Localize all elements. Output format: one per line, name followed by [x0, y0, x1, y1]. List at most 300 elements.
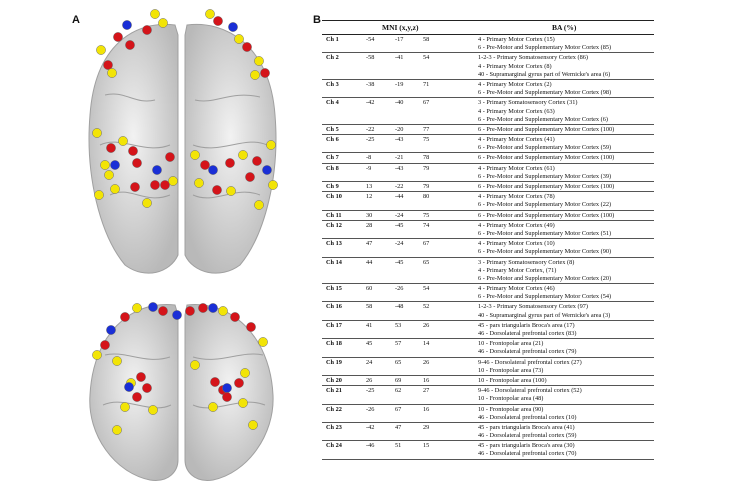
- reference-optode: [110, 160, 119, 169]
- table-row-line: [322, 395, 654, 403]
- detector-optode: [112, 425, 121, 434]
- detector-optode: [205, 9, 214, 18]
- table-row-line: [322, 367, 654, 375]
- table-row-line: [322, 303, 654, 311]
- source-optode: [234, 378, 243, 387]
- table-row-line: [322, 432, 654, 440]
- ba-area: 6 - Pre-Motor and Supplementary Motor Cortex (22): [478, 201, 612, 209]
- mni-x: -25: [366, 387, 375, 395]
- table-row-line: [322, 193, 654, 201]
- mni-y: 51: [395, 442, 402, 450]
- source-optode: [100, 340, 109, 349]
- table-row: [322, 303, 654, 320]
- ba-area: 4 - Primary Motor Cortex (10): [478, 240, 555, 248]
- mni-x: -25: [366, 136, 375, 144]
- ba-area: 6 - Pre-Motor and Supplementary Motor Cortex (6): [478, 115, 608, 123]
- ba-area: 10 - Frontopolar area (90): [478, 405, 544, 413]
- ba-area: 10 - Frontopolar area (100): [478, 376, 547, 384]
- table-row: [322, 126, 654, 135]
- mni-y: -44: [395, 193, 404, 201]
- table-row-line: [322, 201, 654, 209]
- detector-optode: [100, 160, 109, 169]
- table-row-line: [322, 81, 654, 89]
- detector-optode: [194, 178, 203, 187]
- source-optode: [150, 180, 159, 189]
- mni-y: 65: [395, 358, 402, 366]
- table-row-line: [322, 154, 654, 162]
- table-row: [322, 183, 654, 192]
- table-row: [322, 54, 654, 80]
- table-row-line: [322, 89, 654, 97]
- table-row-line: [322, 414, 654, 422]
- channel-label: Ch 9: [326, 183, 339, 190]
- table-row-line: [322, 108, 654, 116]
- ba-area: 6 - Pre-Motor and Supplementary Motor Cortex (100): [478, 125, 615, 133]
- mni-x: -58: [366, 54, 375, 62]
- detector-optode: [148, 405, 157, 414]
- ba-area: 4 - Primary Motor Cortex (78): [478, 193, 555, 201]
- ba-area: 4 - Primary Motor Cortex (61): [478, 164, 555, 172]
- ba-area: 45 - pars triangularis Broca's area (41): [478, 423, 575, 431]
- table-row: [322, 154, 654, 163]
- table-row-line: [322, 377, 654, 385]
- source-optode: [230, 312, 239, 321]
- mni-y: -24: [395, 211, 404, 219]
- table-row: [322, 322, 654, 339]
- table-row-line: [322, 165, 654, 173]
- source-optode: [246, 322, 255, 331]
- channel-label: Ch 6: [326, 136, 339, 144]
- mni-z: 29: [423, 423, 430, 431]
- source-optode: [200, 160, 209, 169]
- table-row: [322, 193, 654, 210]
- mni-y: -24: [395, 240, 404, 248]
- ba-area: 46 - Dorsolateral prefrontal cortex (70): [478, 450, 577, 458]
- mni-x: -38: [366, 80, 375, 88]
- detector-optode: [268, 180, 277, 189]
- mni-x: -42: [366, 99, 375, 107]
- mni-y: 57: [395, 340, 402, 348]
- ba-area: 9-46 - Dorsolateral prefrontal cortex (27): [478, 358, 582, 366]
- table-row-line: [322, 240, 654, 248]
- mni-y: 62: [395, 387, 402, 395]
- mni-x: 44: [366, 258, 373, 266]
- source-optode: [242, 42, 251, 51]
- channel-label: Ch 18: [326, 340, 342, 348]
- ba-area: 6 - Pre-Motor and Supplementary Motor Cortex (20): [478, 274, 612, 282]
- table-row-line: [322, 293, 654, 301]
- table-row-line: [322, 259, 654, 267]
- table-row: [322, 442, 654, 459]
- table-header: [322, 20, 654, 35]
- table-row: [322, 99, 654, 125]
- reference-optode: [208, 303, 217, 312]
- ba-area: 46 - Dorsolateral prefrontal cortex (59): [478, 432, 577, 440]
- source-optode: [106, 143, 115, 152]
- source-optode: [132, 392, 141, 401]
- mni-y: -45: [395, 258, 404, 266]
- table-row-line: [322, 275, 654, 283]
- mni-y: 47: [395, 423, 402, 431]
- mni-y: -20: [395, 125, 404, 133]
- source-optode: [158, 306, 167, 315]
- table-row: [322, 212, 654, 221]
- channel-label: Ch 22: [326, 405, 342, 413]
- channel-label: Ch 15: [326, 285, 342, 293]
- table-row: [322, 259, 654, 285]
- reference-optode: [152, 165, 161, 174]
- channel-label: Ch 17: [326, 321, 342, 329]
- detector-optode: [120, 402, 129, 411]
- mni-x: -42: [366, 423, 375, 431]
- mni-x: -54: [366, 36, 375, 43]
- source-optode: [222, 392, 231, 401]
- source-optode: [142, 383, 151, 392]
- mni-z: 14: [423, 340, 430, 348]
- table-row-line: [322, 322, 654, 330]
- mni-z: 27: [423, 387, 430, 395]
- detector-optode: [112, 356, 121, 365]
- ba-header: BA (%): [552, 23, 577, 32]
- source-optode: [120, 312, 129, 321]
- mni-y: -41: [395, 54, 404, 62]
- table-row: [322, 222, 654, 239]
- channel-table: [322, 20, 654, 460]
- channel-label: Ch 7: [326, 154, 339, 162]
- detector-optode: [94, 190, 103, 199]
- mni-x: 47: [366, 240, 373, 248]
- table-row-line: [322, 63, 654, 71]
- mni-z: 58: [423, 36, 430, 43]
- mni-x: 41: [366, 321, 373, 329]
- detector-optode: [254, 56, 263, 65]
- channel-label: Ch 3: [326, 80, 339, 88]
- ba-area: 40 - Supramarginal gyrus part of Wernicke's area (6): [478, 70, 611, 78]
- ba-area: 4 - Primary Motor Cortex (63): [478, 107, 555, 115]
- table-row-line: [322, 212, 654, 220]
- mni-z: 75: [423, 211, 430, 219]
- table-row: [322, 165, 654, 182]
- mni-z: 67: [423, 99, 430, 107]
- ba-area: 4 - Primary Motor Cortex (41): [478, 136, 555, 144]
- mni-x: -22: [366, 125, 375, 133]
- mni-y: -48: [395, 303, 404, 311]
- mni-x: 30: [366, 211, 373, 219]
- detector-optode: [240, 368, 249, 377]
- source-optode: [260, 68, 269, 77]
- table-row: [322, 285, 654, 302]
- ba-area: 6 - Pre-Motor and Supplementary Motor Cortex (85): [478, 44, 612, 52]
- detector-optode: [234, 34, 243, 43]
- table-row-line: [322, 44, 654, 52]
- mni-z: 52: [423, 303, 430, 311]
- mni-z: 79: [423, 164, 430, 172]
- channel-label: Ch 16: [326, 303, 342, 311]
- table-row-line: [322, 312, 654, 320]
- table-row-line: [322, 359, 654, 367]
- reference-optode: [148, 302, 157, 311]
- channel-label: Ch 23: [326, 423, 342, 431]
- reference-optode: [124, 382, 133, 391]
- table-row-line: [322, 450, 654, 458]
- source-optode: [132, 158, 141, 167]
- ba-area: 4 - Primary Motor Cortex (49): [478, 221, 555, 229]
- ba-area: 40 - Supramarginal gyrus part of Wernicke's area (3): [478, 311, 611, 319]
- channel-label: Ch 14: [326, 258, 342, 266]
- reference-optode: [106, 325, 115, 334]
- mni-y: -26: [395, 285, 404, 293]
- mni-y: -43: [395, 164, 404, 172]
- table-row: [322, 387, 654, 404]
- table-row: [322, 81, 654, 98]
- table-row-line: [322, 126, 654, 134]
- table-row-line: [322, 230, 654, 238]
- ba-area: 10 - Frontopolar area (48): [478, 395, 544, 403]
- channel-label: Ch 5: [326, 125, 339, 133]
- mni-y: -19: [395, 80, 404, 88]
- top-view-brain: [89, 24, 276, 273]
- mni-x: -46: [366, 442, 375, 450]
- ba-area: 46 - Dorsolateral prefrontal cortex (83): [478, 330, 577, 337]
- source-optode: [142, 25, 151, 34]
- channel-label: Ch 24: [326, 442, 342, 450]
- mni-z: 79: [423, 183, 430, 190]
- channel-label: Ch 11: [326, 211, 342, 219]
- detector-optode: [250, 70, 259, 79]
- detector-optode: [266, 140, 275, 149]
- mni-y: 67: [395, 405, 402, 413]
- mni-z: 74: [423, 221, 430, 229]
- mni-x: -9: [366, 164, 372, 172]
- mni-z: 16: [423, 376, 430, 384]
- mni-y: -43: [395, 136, 404, 144]
- mni-z: 26: [423, 358, 430, 366]
- source-optode: [210, 377, 219, 386]
- mni-y: 69: [395, 376, 402, 384]
- table-row-line: [322, 348, 654, 356]
- mni-x: 58: [366, 303, 373, 311]
- detector-optode: [254, 200, 263, 209]
- reference-optode: [122, 20, 131, 29]
- mni-x: 13: [366, 183, 373, 190]
- ba-area: 6 - Pre-Motor and Supplementary Motor Cortex (98): [478, 89, 612, 97]
- ba-area: 1-2-3 - Primary Somatosensory Cortex (86): [478, 54, 589, 62]
- source-optode: [128, 146, 137, 155]
- source-optode: [185, 306, 194, 315]
- ba-area: 3 - Primary Somatosensory Cortex (31): [478, 99, 578, 107]
- mni-z: 15: [423, 442, 430, 450]
- table-row: [322, 359, 654, 376]
- mni-y: -22: [395, 183, 404, 190]
- ba-area: 6 - Pre-Motor and Supplementary Motor Cortex (90): [478, 248, 612, 256]
- ba-area: 10 - Frontopolar area (21): [478, 340, 544, 348]
- ba-area: 6 - Pre-Motor and Supplementary Motor Cortex (51): [478, 229, 612, 237]
- mni-z: 54: [423, 285, 430, 293]
- detector-optode: [118, 136, 127, 145]
- detector-optode: [258, 337, 267, 346]
- table-row-line: [322, 71, 654, 79]
- detector-optode: [107, 68, 116, 77]
- ba-area: 6 - Pre-Motor and Supplementary Motor Cortex (39): [478, 172, 612, 180]
- source-optode: [130, 182, 139, 191]
- source-optode: [125, 40, 134, 49]
- table-row-line: [322, 54, 654, 62]
- channel-label: Ch 10: [326, 193, 342, 201]
- mni-x: 12: [366, 193, 373, 201]
- source-optode: [165, 152, 174, 161]
- table-row-line: [322, 183, 654, 191]
- table-row: [322, 424, 654, 441]
- reference-optode: [262, 165, 271, 174]
- source-optode: [136, 372, 145, 381]
- source-optode: [225, 158, 234, 167]
- ba-area: 1-2-3 - Primary Somatosensory Cortex (97): [478, 303, 589, 311]
- ba-area: 45 - pars triangularis Broca's area (30): [478, 442, 575, 450]
- mni-y: -17: [395, 36, 404, 43]
- ba-area: 4 - Primary Motor Cortex (2): [478, 80, 552, 88]
- mni-x: 26: [366, 376, 373, 384]
- channel-label: Ch 13: [326, 240, 342, 248]
- table-row: [322, 377, 654, 386]
- detector-optode: [104, 170, 113, 179]
- detector-optode: [142, 198, 151, 207]
- channel-label: Ch 4: [326, 99, 339, 107]
- ba-area: 6 - Pre-Motor and Supplementary Motor Cortex (59): [478, 144, 612, 152]
- detector-optode: [132, 303, 141, 312]
- channel-label: Ch 12: [326, 221, 342, 229]
- mni-x: 60: [366, 285, 373, 293]
- ba-area: 6 - Pre-Motor and Supplementary Motor Cortex (100): [478, 211, 615, 219]
- table-row: [322, 240, 654, 257]
- table-row: [322, 340, 654, 357]
- table-body: [322, 36, 654, 460]
- table-row: [322, 406, 654, 423]
- detector-optode: [110, 184, 119, 193]
- detector-optode: [92, 350, 101, 359]
- detector-optode: [150, 9, 159, 18]
- source-optode: [213, 16, 222, 25]
- channel-label: Ch 2: [326, 54, 339, 62]
- table-row-line: [322, 330, 654, 338]
- table-row-line: [322, 136, 654, 144]
- reference-optode: [208, 165, 217, 174]
- source-optode: [245, 172, 254, 181]
- ba-area: 6 - Pre-Motor and Supplementary Motor Cortex (54): [478, 293, 612, 301]
- ba-area: 46 - Dorsolateral prefrontal cortex (79): [478, 348, 577, 356]
- ba-area: 10 - Frontopolar area (73): [478, 366, 544, 374]
- ba-area: 6 - Pre-Motor and Supplementary Motor Cortex (100): [478, 183, 615, 190]
- ba-area: 6 - Pre-Motor and Supplementary Motor Cortex (100): [478, 154, 615, 162]
- ba-area: 4 - Primary Motor Cortex (46): [478, 285, 555, 293]
- reference-optode: [172, 310, 181, 319]
- mni-z: 67: [423, 240, 430, 248]
- mni-x: 28: [366, 221, 373, 229]
- table-row-line: [322, 340, 654, 348]
- detector-optode: [226, 186, 235, 195]
- mni-z: 75: [423, 136, 430, 144]
- mni-x: -26: [366, 405, 375, 413]
- table-row: [322, 136, 654, 153]
- reference-optode: [222, 383, 231, 392]
- detector-optode: [92, 128, 101, 137]
- mni-y: -45: [395, 221, 404, 229]
- ba-area: 9-46 - Dorsolateral prefrontal cortex (52): [478, 387, 582, 395]
- channel-label: Ch 21: [326, 387, 342, 395]
- mni-x: 24: [366, 358, 373, 366]
- ba-area: 45 - pars triangularis Broca's area (17): [478, 321, 575, 329]
- mni-x: 45: [366, 340, 373, 348]
- detector-optode: [96, 45, 105, 54]
- table-row: [322, 36, 654, 53]
- ba-area: 4 - Primary Motor Cortex, (71): [478, 266, 557, 274]
- mni-header: MNI (x,y,z): [382, 23, 419, 32]
- brain-renderings: [75, 5, 295, 485]
- panel-label-b: B: [313, 14, 321, 26]
- table-row-line: [322, 406, 654, 414]
- channel-label: Ch 19: [326, 358, 342, 366]
- mni-y: -40: [395, 99, 404, 107]
- mni-z: 77: [423, 125, 430, 133]
- table-row-line: [322, 248, 654, 256]
- front-view-brain: [90, 305, 273, 481]
- detector-optode: [208, 402, 217, 411]
- ba-area: 46 - Dorsolateral prefrontal cortex (10): [478, 413, 577, 421]
- mni-z: 16: [423, 405, 430, 413]
- table-row-line: [322, 267, 654, 275]
- table-row-line: [322, 442, 654, 450]
- source-optode: [212, 185, 221, 194]
- table-row-line: [322, 173, 654, 181]
- table-row-line: [322, 424, 654, 432]
- channel-label: Ch 20: [326, 376, 342, 384]
- table-row-line: [322, 285, 654, 293]
- ba-area: 3 - Primary Somatosensory Cortex (8): [478, 258, 575, 266]
- source-optode: [113, 32, 122, 41]
- mni-z: 65: [423, 258, 430, 266]
- table-row-line: [322, 144, 654, 152]
- detector-optode: [238, 398, 247, 407]
- table-row-line: [322, 387, 654, 395]
- mni-x: -8: [366, 154, 372, 162]
- detector-optode: [190, 150, 199, 159]
- source-optode: [198, 303, 207, 312]
- table-row-line: [322, 99, 654, 107]
- source-optode: [252, 156, 261, 165]
- channel-label: Ch 1: [326, 36, 339, 43]
- table-row-line: [322, 36, 654, 44]
- mni-z: 78: [423, 154, 430, 162]
- ba-area: 4 - Primary Motor Cortex (15): [478, 36, 555, 43]
- detector-optode: [158, 18, 167, 27]
- table-row-line: [322, 116, 654, 124]
- detector-optode: [238, 150, 247, 159]
- mni-y: 53: [395, 321, 402, 329]
- detector-optode: [248, 420, 257, 429]
- ba-area: 4 - Primary Motor Cortex (8): [478, 62, 552, 70]
- mni-z: 26: [423, 321, 430, 329]
- panel-label-a: A: [72, 14, 80, 26]
- detector-optode: [190, 360, 199, 369]
- table-row-line: [322, 222, 654, 230]
- mni-z: 80: [423, 193, 430, 201]
- mni-z: 54: [423, 54, 430, 62]
- mni-z: 71: [423, 80, 430, 88]
- channel-label: Ch 8: [326, 164, 339, 172]
- source-optode: [160, 180, 169, 189]
- reference-optode: [228, 22, 237, 31]
- mni-y: -21: [395, 154, 404, 162]
- detector-optode: [218, 306, 227, 315]
